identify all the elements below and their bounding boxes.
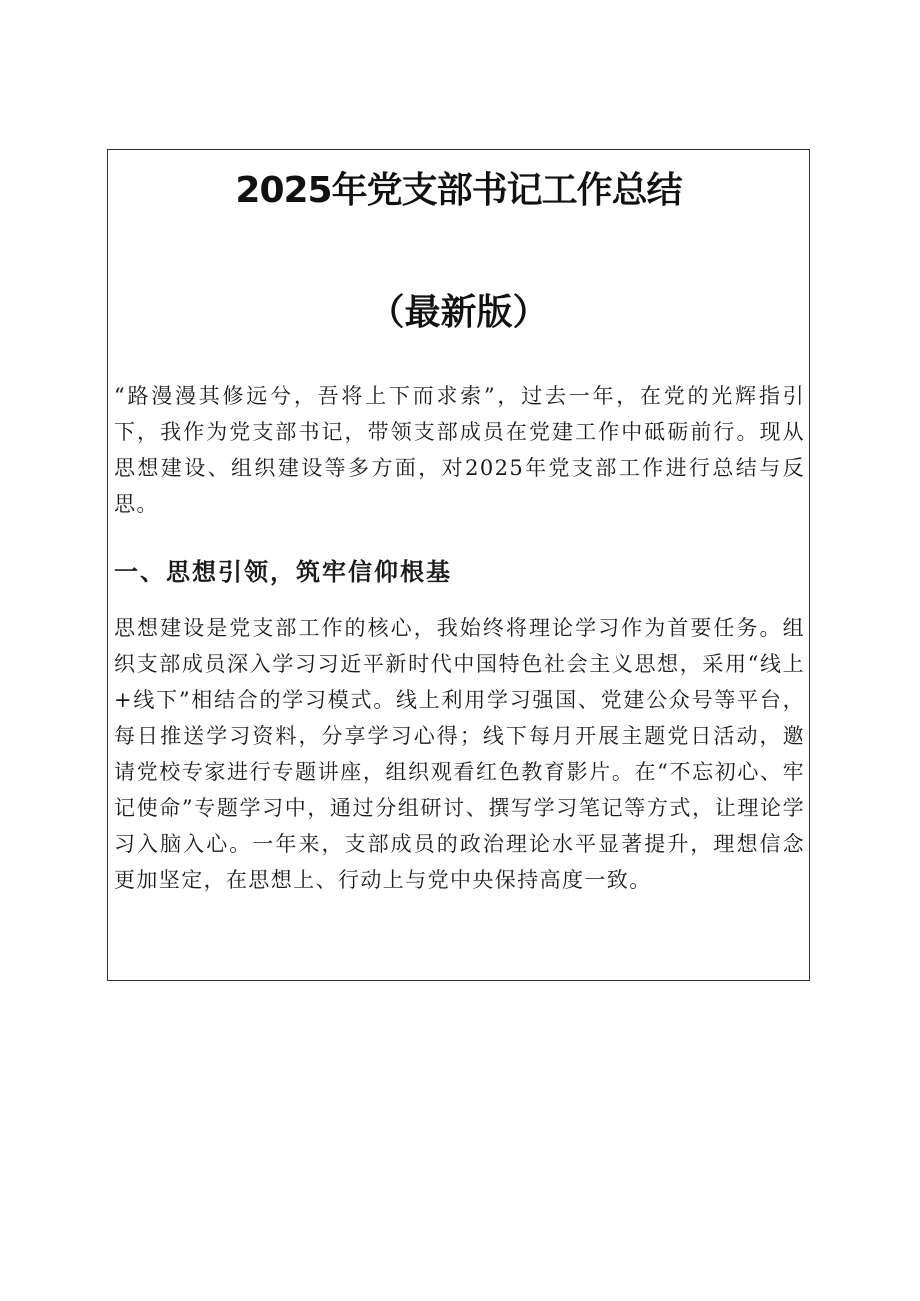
section-paragraph: 思想建设是党支部工作的核心，我始终将理论学习作为首要任务。组织支部成员深入学习习近平新时代中国特色社会主义思想，采用“线上+线下”相结合的学习模式。线上利用学习强国、党建公众号等平台，每日推送学习资料，分享学习心得；线下每月开展主题党日活动，邀请党校专家进行专题讲座，组织观看红色教育影片。在“不忘初心、牢记使命”专题学习中，通过分组研讨、撰写学习笔记等方式，让理论学习入脑入心。一年来，支部成员的政治理论水平显著提升，理想信念更加坚定，在思想上、行动上与党中央保持高度一致。	[114, 616, 805, 892]
section-heading: 一、思想引领，筑牢信仰根基	[114, 557, 452, 586]
document-frame	[107, 149, 810, 981]
intro-paragraph: “路漫漫其修远兮，吾将上下而求索”，过去一年，在党的光辉指引下，我作为党支部书记，带领支部成员在党建工作中砥砺前行。现从思想建设、组织建设等多方面，对2025年党支部工作进行总结与反思。	[114, 384, 805, 516]
document-title: 2025年党支部书记工作总结	[235, 170, 682, 211]
document-subtitle: （最新版）	[368, 292, 549, 333]
